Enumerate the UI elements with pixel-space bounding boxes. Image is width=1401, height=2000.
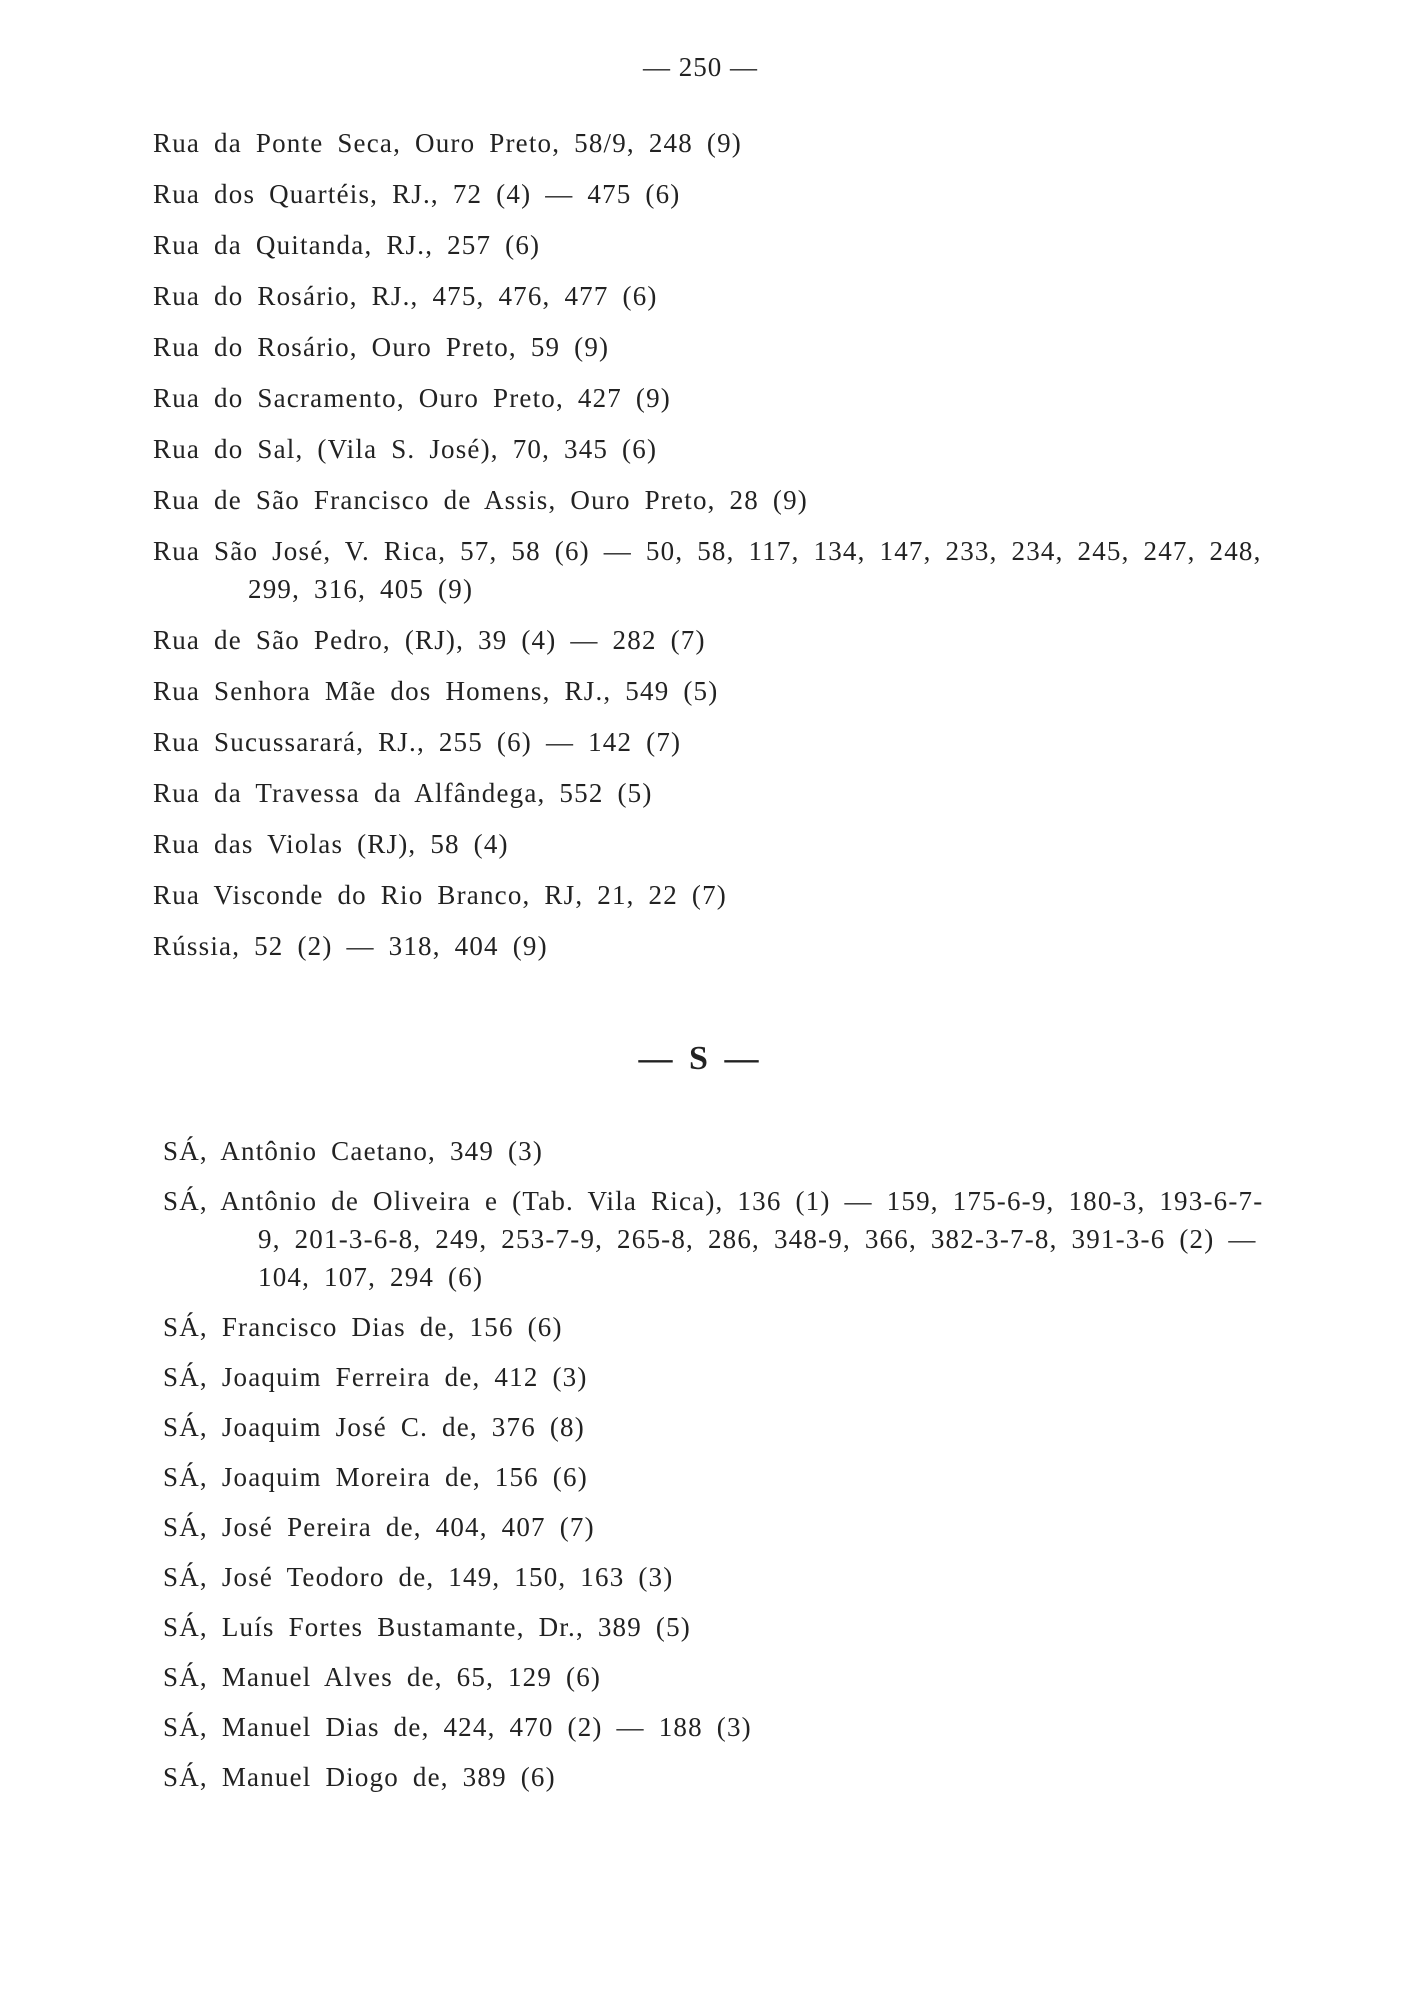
index-entry: SÁ, Manuel Diogo de, 389 (6) <box>163 1762 556 1792</box>
index-entry: SÁ, José Pereira de, 404, 407 (7) <box>163 1512 595 1542</box>
index-entry: SÁ, Joaquim Moreira de, 156 (6) <box>163 1462 588 1492</box>
index-entry: Rua São José, V. Rica, 57, 58 (6) — 50, 58, 117, 134, 147, 233, 234, 245, 247, 248, 299, 316, 405 (9) <box>153 536 1262 604</box>
section-heading-s: — S — <box>638 1040 763 1077</box>
index-entry: SÁ, Joaquim Ferreira de, 412 (3) <box>163 1362 588 1392</box>
index-entry: Rua Sucussarará, RJ., 255 (6) — 142 (7) <box>153 727 682 757</box>
index-entry: SÁ, Joaquim José C. de, 376 (8) <box>163 1412 585 1442</box>
index-entry: Rússia, 52 (2) — 318, 404 (9) <box>153 931 548 961</box>
index-entry: Rua Senhora Mãe dos Homens, RJ., 549 (5) <box>153 676 719 706</box>
index-entry: Rua da Ponte Seca, Ouro Preto, 58/9, 248 (9) <box>153 128 742 158</box>
index-entry: Rua do Sal, (Vila S. José), 70, 345 (6) <box>153 434 658 464</box>
index-entry: SÁ, Luís Fortes Bustamante, Dr., 389 (5) <box>163 1612 691 1642</box>
index-entry: SÁ, Francisco Dias de, 156 (6) <box>163 1312 563 1342</box>
index-list-r <box>153 124 1263 978</box>
index-entry: Rua do Rosário, Ouro Preto, 59 (9) <box>153 332 610 362</box>
index-entry: Rua do Rosário, RJ., 475, 476, 477 (6) <box>153 281 658 311</box>
index-entry: SÁ, Manuel Dias de, 424, 470 (2) — 188 (3) <box>163 1712 752 1742</box>
index-entry: SÁ, Antônio Caetano, 349 (3) <box>163 1136 544 1166</box>
index-entry: SÁ, Antônio de Oliveira e (Tab. Vila Rica), 136 (1) — 159, 175-6-9, 180-3, 193-6-7-9, 201-3-6-8, 249, 253-7-9, 265-8, 286, 348-9, 366, 382-3-7-8, 391-3-6 (2) — 104, 107, 294 (6) <box>163 1186 1264 1292</box>
index-entry: Rua Visconde do Rio Branco, RJ, 21, 22 (7) <box>153 880 727 910</box>
index-entry: Rua dos Quartéis, RJ., 72 (4) — 475 (6) <box>153 179 681 209</box>
index-entry: Rua do Sacramento, Ouro Preto, 427 (9) <box>153 383 672 413</box>
index-entry: SÁ, Manuel Alves de, 65, 129 (6) <box>163 1662 602 1692</box>
index-entry: Rua das Violas (RJ), 58 (4) <box>153 829 509 859</box>
index-entry: Rua da Travessa da Alfândega, 552 (5) <box>153 778 653 808</box>
page-number: — 250 — <box>643 52 758 82</box>
index-entry: Rua de São Francisco de Assis, Ouro Preto, 28 (9) <box>153 485 808 515</box>
index-entry: Rua de São Pedro, (RJ), 39 (4) — 282 (7) <box>153 625 706 655</box>
index-entry: SÁ, José Teodoro de, 149, 150, 163 (3) <box>163 1562 674 1592</box>
index-list-s <box>163 1132 1273 1808</box>
index-entry: Rua da Quitanda, RJ., 257 (6) <box>153 230 541 260</box>
